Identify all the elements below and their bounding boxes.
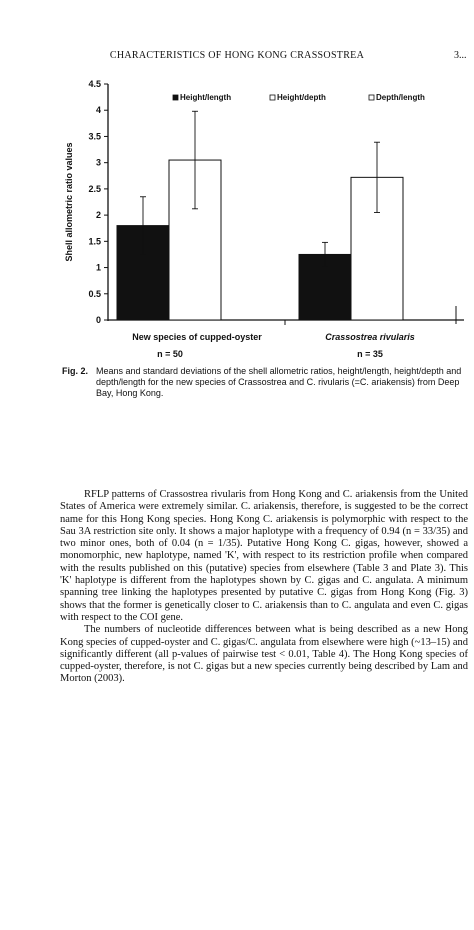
legend-swatch <box>270 95 275 100</box>
body-text <box>60 489 468 686</box>
y-tick-label: 1 <box>95 262 101 273</box>
y-tick-label: 0 <box>95 315 101 325</box>
group-label: Crassostrea rivularis <box>325 332 415 342</box>
group-label: New species of cupped-oyster <box>132 332 262 342</box>
y-tick-label: 1.5 <box>88 236 101 247</box>
paragraph-1: RFLP patterns of Crassostrea rivularis from Hong Kong and C. ariakensis from the United States of America were extremely similar. C. ariakensis, therefore, is suggested to be the correct name for this Hong Kong species. Hong Kong C. ariakensis is polymorphic with respect to the Sau 3A restriction site only. It shows a major haplotype with a frequency of 0.94 (n = 33/35) and two minor ones, both of 0.04 (n = 1/35). Putative Hong Kong C. gigas, however, showed a monomorphic, new haplotype, named 'K', with respect to its restriction profile when compared with the results published on this (putative) species from elsewhere (Table 3 and Plate 3). This 'K' haplotype is different from the haplotypes shown by C. gigas and C. angulata. A minimum spanning tree linking the haplotypes presented by putative C. gigas from Hong Kong (Fig. 3) shows that the former is genetically closer to C. ariakensis than to C. angulata and even C. gigas with respect to the COI gene. <box>60 489 468 623</box>
legend-label: Depth/length <box>376 93 425 102</box>
bar-chart <box>0 0 474 370</box>
legend-label: Height/depth <box>277 93 326 102</box>
y-tick-label: 3.5 <box>88 131 101 142</box>
figure-caption <box>62 366 464 399</box>
y-axis-label: Shell allometric ratio values <box>64 142 74 262</box>
y-tick-label: 4 <box>95 105 101 116</box>
y-tick-label: 3 <box>95 157 101 168</box>
y-tick-label: 2 <box>95 210 101 221</box>
figure-caption-text: Means and standard deviations of the shell allometric ratios, height/length, height/depth and depth/length for the new species of Crassostrea and C. rivularis (=C. ariakensis) from Deep Bay, Hong Kong. <box>96 366 462 398</box>
running-head: CHARACTERISTICS OF HONG KONG CRASSOSTREA <box>109 50 365 61</box>
page-number: 3... <box>454 50 467 61</box>
y-tick-label: 4.5 <box>88 79 101 89</box>
y-tick-label: 2.5 <box>88 183 101 194</box>
y-tick-label: 0.5 <box>88 288 101 299</box>
figure-label: Fig. 2. <box>62 366 89 376</box>
legend-swatch <box>173 95 178 100</box>
group-n-label: n = 35 <box>357 349 383 359</box>
group-n-label: n = 50 <box>157 349 183 359</box>
legend-label: Height/length <box>180 93 232 102</box>
legend-swatch <box>369 95 374 100</box>
paragraph-2: The numbers of nucleotide differences between what is being described as a new Hong Kong species of cupped-oyster and C. gigas/C. angulata from elsewhere were high (~13–15) and significantly different (all p-values of pairwise test < 0.01, Table 4). The Hong Kong species of cupped-oyster, therefore, is not C. gigas but a new species currently being described by Lam and Morton (2003). <box>60 624 468 685</box>
